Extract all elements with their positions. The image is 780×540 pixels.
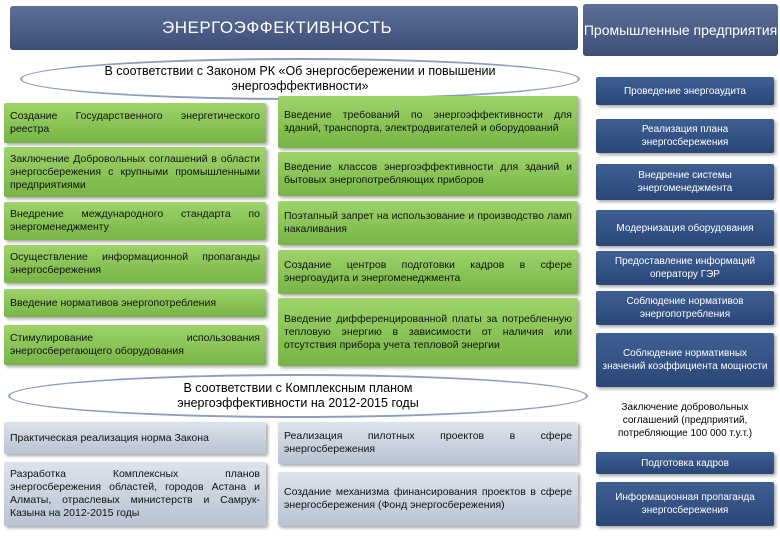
industry-item-8 <box>592 392 778 448</box>
industry-item-6-text: Соблюдение нормативов энергопотребления <box>626 296 744 320</box>
law-right-item-2 <box>278 152 578 196</box>
law-left-item-4 <box>4 245 266 283</box>
plan-heading: В соответствии с Комплексным планом энергоэффективности на 2012-2015 годы <box>177 381 419 410</box>
industry-item-8-text: Заключение добровольных соглашений (предприятий, потребляющие 100 000 т.у.т.) <box>617 401 753 439</box>
industry-item-1-text: Проведение энергоаудита <box>623 85 746 97</box>
law-heading-ellipse <box>20 58 580 100</box>
industry-item-5 <box>596 251 774 285</box>
plan-left-item-1 <box>4 422 266 454</box>
law-left-item-4-text: Осуществление информационной пропаганды энергосбережения <box>10 251 260 276</box>
law-left-item-1-text: Создание Государственного энергетического реестра <box>10 110 260 135</box>
industry-item-3 <box>596 164 774 200</box>
law-left-item-6-text: Стимулирование использования энергосберегающего оборудования <box>10 332 260 357</box>
law-right-item-3-text: Поэтапный запрет на использование и производство ламп накаливания <box>284 210 572 235</box>
law-right-item-5 <box>278 298 578 366</box>
industry-item-3-text: Внедрение системы энергоменеджмента <box>637 170 733 194</box>
law-right-item-1-text: Введение требований по энергоэффективности для зданий, транспорта, электродвигателей и оборудований <box>284 109 572 134</box>
plan-right-item-1 <box>278 422 578 464</box>
industry-item-9-text: Подготовка кадров <box>641 457 729 469</box>
plan-right-item-2 <box>278 472 578 526</box>
industry-item-10-text: Информационная пропаганда энергосбережения <box>615 492 755 516</box>
law-left-item-2 <box>4 147 266 197</box>
industry-title: Промышленные предприятия <box>583 21 778 38</box>
industry-item-10 <box>596 482 774 526</box>
law-right-item-2-text: Введение классов энергоэффективности для зданий и бытовых энергопотребляющих приборов <box>284 161 572 186</box>
plan-right-item-2-text: Создание механизма финансирования проектов в сфере энергосбережения (Фонд энергосбережения) <box>284 486 572 511</box>
plan-left-item-2-text: Разработка Комплексных планов энергосбережения областей, городов Астана и Алматы, отраслевых министерств и Самрук-Казына на 2012-2015 годы <box>10 468 260 519</box>
law-heading: В соответствии с Законом РК «Об энергосбережении и повышении энергоэффективности» <box>104 64 496 93</box>
plan-heading-ellipse <box>8 374 588 418</box>
plan-left-item-2 <box>4 462 266 526</box>
industry-item-7 <box>596 333 774 387</box>
law-left-item-6 <box>4 325 266 365</box>
law-left-item-5-text: Введение нормативов энергопотребления <box>10 296 217 309</box>
main-title: ЭНЕРГОЭФФЕКТИВНОСТЬ <box>162 18 393 37</box>
law-left-item-3-text: Внедрение международного стандарта по энергоменеджменту <box>10 208 260 233</box>
industry-item-1 <box>596 77 774 105</box>
law-left-item-3 <box>4 202 266 240</box>
industry-item-2-text: Реализация плана энергосбережения <box>641 124 729 148</box>
industry-header <box>583 4 778 56</box>
industry-item-2 <box>596 119 774 153</box>
industry-item-9 <box>596 452 774 474</box>
plan-right-item-1-text: Реализация пилотных проектов в сфере энергосбережения <box>284 430 572 455</box>
plan-left-item-1-text: Практическая реализация норма Закона <box>10 431 209 444</box>
law-right-item-5-text: Введение дифференцированной платы за потребленную тепловую энергию в зависимости от наличия или отсутствия прибора учета тепловой энергии <box>284 312 572 351</box>
law-right-item-3 <box>278 201 578 245</box>
industry-item-4 <box>596 210 774 246</box>
main-title-bar <box>10 6 578 50</box>
industry-item-7-text: Соблюдение нормативных значений коэффициента мощности <box>602 348 768 372</box>
law-right-item-4-text: Создание центров подготовки кадров в сфере энергоаудита и энергоменеджмента <box>284 259 572 284</box>
industry-item-5-text: Предоставление информаций оператору ГЭР <box>614 256 756 280</box>
law-left-item-5 <box>4 289 266 317</box>
industry-item-4-text: Модернизация оборудования <box>616 222 754 234</box>
law-right-item-1 <box>278 96 578 148</box>
law-left-item-2-text: Заключение Добровольных соглашений в области энергосбережения с крупными промышленными предприятиями <box>10 152 260 191</box>
industry-item-6 <box>596 291 774 325</box>
law-right-item-4 <box>278 250 578 294</box>
law-left-item-1 <box>4 103 266 143</box>
